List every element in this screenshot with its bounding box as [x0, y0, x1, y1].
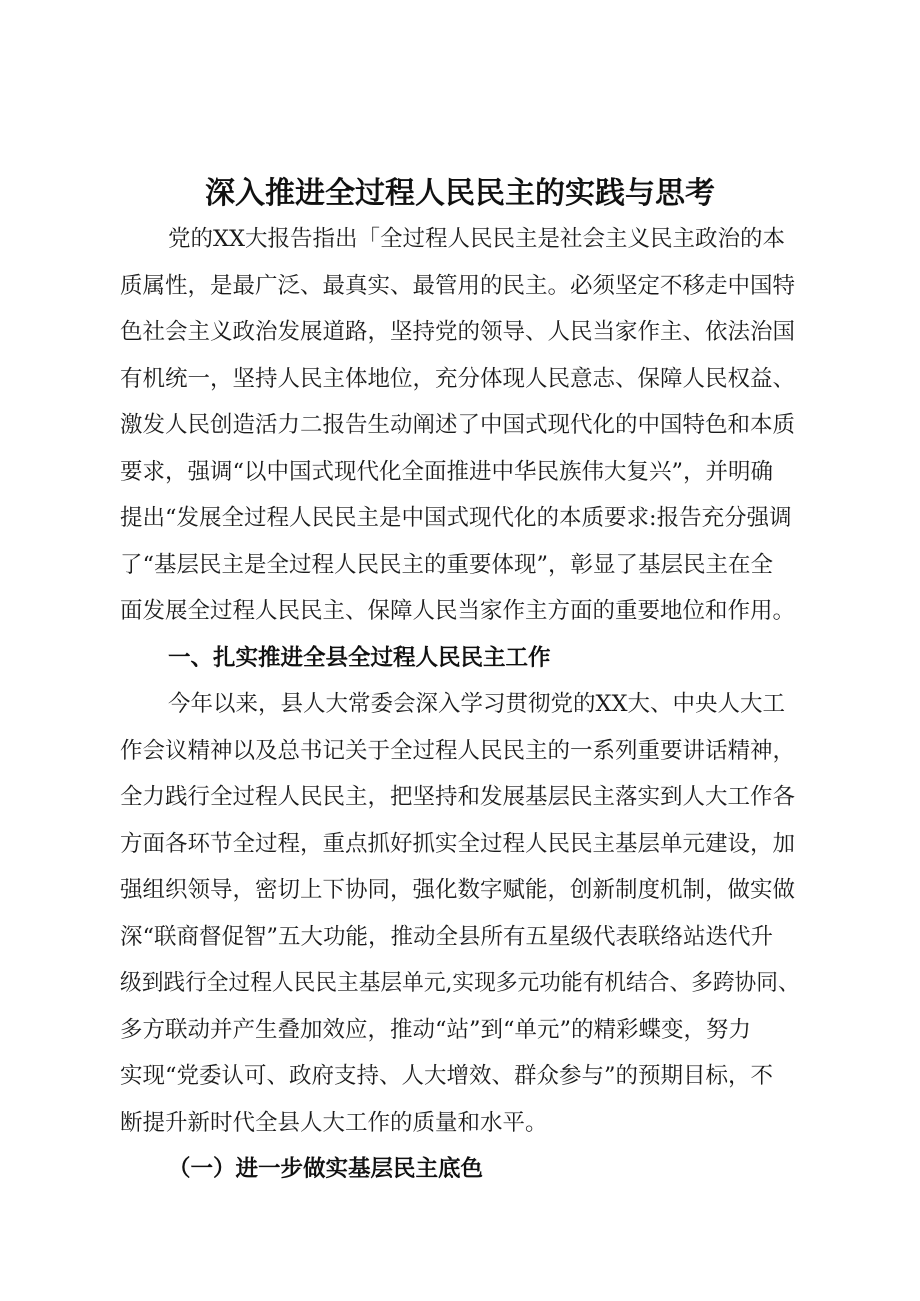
intro-paragraph-line: 激发人民创造活力二报告生动阐述了中国式现代化的中国特色和本质 — [120, 412, 796, 438]
section1-paragraph-line: 作会议精神以及总书记关于全过程人民民主的一系列重要讲话精神， — [120, 738, 796, 764]
intro-paragraph-line: 党的XX大报告指出「全过程人民民主是社会主义民主政治的本 — [168, 226, 786, 252]
section1-paragraph-line: 实现“党委认可、政府支持、人大增效、群众参与”的预期目标，不 — [120, 1063, 774, 1089]
section1-paragraph-line: 方面各环节全过程，重点抓好抓实全过程人民民主基层单元建设，加 — [120, 831, 796, 857]
intro-paragraph-line: 质属性，是最广泛、最真实、最管用的民主。必须坚定不移走中国特 — [120, 273, 796, 299]
intro-paragraph-line: 色社会主义政治发展道路，坚持党的领导、人民当家作主、依法治国 — [120, 319, 796, 345]
section1-paragraph-line: 断提升新时代全县人大工作的质量和水平。 — [120, 1110, 548, 1136]
intro-paragraph-line: 提出“发展全过程人民民主是中国式现代化的本质要求:报告充分强调 — [120, 505, 792, 531]
section1-paragraph-line: 多方联动并产生叠加效应，推动“站”到“单元”的精彩蝶变，努力 — [120, 1017, 752, 1043]
section1-paragraph-line: 强组织领导，密切上下协同，强化数字赋能，创新制度机制，做实做 — [120, 877, 796, 903]
intro-paragraph-line: 要求，强调“以中国式现代化全面推进中华民族伟大复兴”，并明确 — [120, 459, 774, 485]
section-heading-1: 一、扎实推进全县全过程人民民主工作 — [168, 645, 551, 671]
intro-paragraph-line: 了“基层民主是全过程人民民主的重要体现”，彰显了基层民主在全 — [120, 552, 774, 578]
document-title: 深入推进全过程人民民主的实践与思考 — [205, 176, 715, 211]
intro-paragraph-line: 有机统一，坚持人民主体地位，充分体现人民意志、保障人民权益、 — [120, 366, 796, 392]
section1-paragraph-line: 全力践行全过程人民民主，把坚持和发展基层民主落实到人大工作各 — [120, 784, 796, 810]
section1-paragraph-line: 深“联商督促智”五大功能，推动全县所有五星级代表联络站迭代升 — [120, 924, 774, 950]
intro-paragraph-line: 面发展全过程人民民主、保障人民当家作主方面的重要地位和作用。 — [120, 598, 796, 624]
subsection-heading-1: （一）进一步做实基层民主底色 — [168, 1156, 484, 1182]
section1-paragraph-line: 今年以来，县人大常委会深入学习贯彻党的XX大、中央人大工 — [168, 691, 786, 717]
section1-paragraph-line: 级到践行全过程人民民主基层单元,实现多元功能有机结合、多跨协同、 — [120, 970, 800, 996]
